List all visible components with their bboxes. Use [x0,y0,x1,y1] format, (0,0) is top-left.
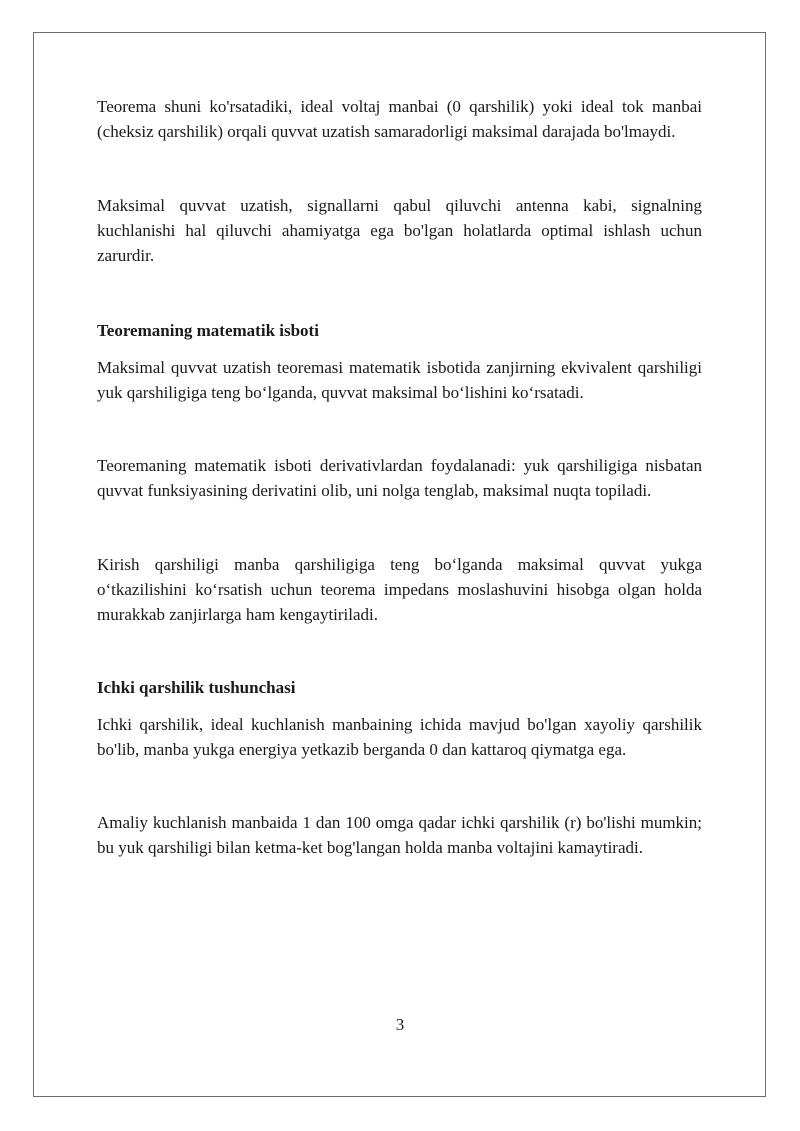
paragraph: Maksimal quvvat uzatish, signallarni qabul qiluvchi antenna kabi, signalning kuchlanishi hal qiluvchi ahamiyatga ega bo'lgan holatlarda optimal ishlash uchun zarurdir. [97,196,702,265]
paragraph: Teorema shuni ko'rsatadiki, ideal voltaj manbai (0 qarshilik) yoki ideal tok manbai (cheksiz qarshilik) orqali quvvat uzatish samaradorligi maksimal darajada bo'lmaydi. [97,97,702,141]
paragraph: Ichki qarshilik, ideal kuchlanish manbaining ichida mavjud bo'lgan xayoliy qarshilik bo'lib, manba yukga energiya yetkazib berganda 0 dan kattaroq qiymatga ega. [97,715,702,759]
paragraph: Maksimal quvvat uzatish teoremasi matematik isbotida zanjirning ekvivalent qarshiligi yuk qarshiligiga teng bo‘lganda, quvvat maksimal bo‘lishini ko‘rsatadi. [97,358,702,402]
paragraph: Amaliy kuchlanish manbaida 1 dan 100 omga qadar ichki qarshilik (r) bo'lishi mumkin; bu yuk qarshiligi bilan ketma-ket bog'langan holda manba voltajini kamaytiradi. [97,813,702,857]
paragraph: Kirish qarshiligi manba qarshiligiga teng bo‘lganda maksimal quvvat yukga o‘tkazilishini ko‘rsatish uchun teorema impedans moslashuvini hisobga olgan holda murakkab zanjirlarga ham kengaytiriladi. [97,555,702,624]
section-heading: Ichki qarshilik tushunchasi [97,678,296,697]
document-body [97,94,702,860]
section-heading: Teoremaning matematik isboti [97,321,319,340]
page-number: 3 [395,1015,405,1034]
paragraph: Teoremaning matematik isboti derivativlardan foydalanadi: yuk qarshiligiga nisbatan quvvat funksiyasining derivatini olib, uni nolga tenglab, maksimal nuqta topiladi. [97,456,702,500]
